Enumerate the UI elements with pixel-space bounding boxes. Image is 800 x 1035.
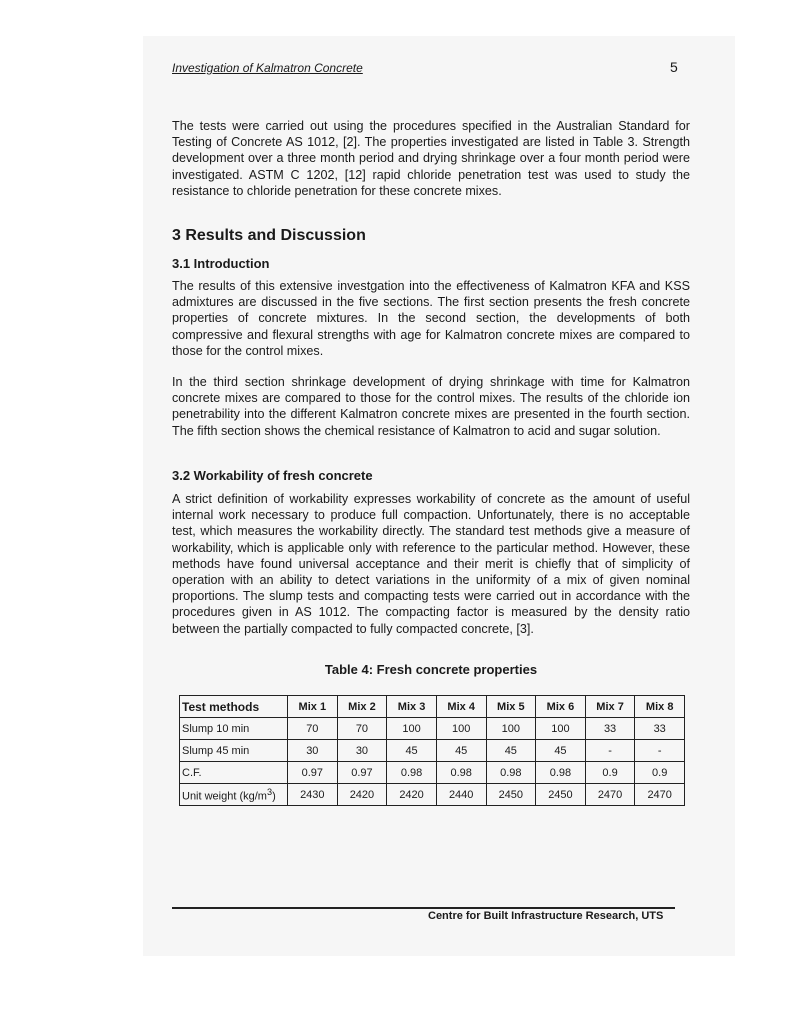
table-cell: 2420 xyxy=(387,784,437,806)
table-cell: 100 xyxy=(536,718,586,740)
table-cell: 0.9 xyxy=(585,762,635,784)
table-cell: 0.98 xyxy=(486,762,536,784)
table-cell: 0.98 xyxy=(536,762,586,784)
table-cell: 0.97 xyxy=(288,762,338,784)
table-cell: 0.9 xyxy=(635,762,685,784)
table-cell: 33 xyxy=(635,718,685,740)
introduction-paragraph-1: The results of this extensive investgation into the effectiveness of Kalmatron KFA and KSS admixtures are discussed in the five sections. The first section presents the fresh concrete properties of concrete mixtures. In the second section, the developments of both compressive and flexural strengths with age for Kalmatron concrete mixes are compared to those for the control mixes. xyxy=(172,279,690,358)
running-title: Investigation of Kalmatron Concrete xyxy=(172,61,363,75)
column-header: Mix 1 xyxy=(288,696,338,718)
column-header: Mix 5 xyxy=(486,696,536,718)
table-cell: 45 xyxy=(436,740,486,762)
table-cell: 2440 xyxy=(436,784,486,806)
table-row xyxy=(180,718,685,740)
row-label-text: Unit weight (kg/m xyxy=(182,790,267,803)
column-header: Mix 2 xyxy=(337,696,387,718)
table-caption: Table 4: Fresh concrete properties xyxy=(324,662,538,677)
row-label-superscript: 3 xyxy=(266,786,273,797)
table-cell: 0.97 xyxy=(337,762,387,784)
section-heading: 3 Results and Discussion xyxy=(172,227,366,244)
table-row xyxy=(180,784,685,806)
workability-paragraph: A strict definition of workability expresses workability of concrete as the amount of useful internal work necessary to produce full compaction. Unfortunately, there is no acceptable test, which measures the workability directly. The standard test methods give a measure of workability, which is applicable only with reference to the particular method. However, these methods have found universal acceptance and their merit is chiefly that of simplicity of operation with an ability to detect variations in the uniformity of a mix of given nominal proportions. The slump tests and compacting tests were carried out in accordance with the procedures given in AS 1012. The compacting factor is measured by the density ratio between the partially compacted to fully compacted concrete, [3]. xyxy=(172,492,690,636)
table-cell: 100 xyxy=(436,718,486,740)
table-cell: - xyxy=(585,740,635,762)
table-cell: 100 xyxy=(387,718,437,740)
column-header: Mix 4 xyxy=(436,696,486,718)
table-cell: 70 xyxy=(337,718,387,740)
table-cell: - xyxy=(635,740,685,762)
table-row xyxy=(180,740,685,762)
row-label: Slump 45 min xyxy=(180,740,288,762)
row-label xyxy=(180,784,288,806)
table-cell: 30 xyxy=(288,740,338,762)
fresh-concrete-properties-table xyxy=(179,695,685,806)
footer-rule xyxy=(172,907,675,909)
subsection-heading-introduction: 3.1 Introduction xyxy=(172,256,270,271)
introduction-paragraph-2: In the third section shrinkage development of drying shrinkage with time for Kalmatron concrete mixes are compared to those for the control mixes. The results of the chloride ion penetrability into the different Kalmatron concrete mixes are presented in the fourth section. The fifth section shows the chemical resistance of Kalmatron to acid and sugar solution. xyxy=(172,375,690,438)
page-number: 5 xyxy=(670,59,678,75)
table-cell: 2420 xyxy=(337,784,387,806)
table-cell: 45 xyxy=(387,740,437,762)
table-cell: 30 xyxy=(337,740,387,762)
column-header: Mix 3 xyxy=(387,696,437,718)
table-header-row xyxy=(180,696,685,718)
row-label: C.F. xyxy=(180,762,288,784)
column-header: Test methods xyxy=(180,696,288,718)
table-cell: 100 xyxy=(486,718,536,740)
row-label-close: ) xyxy=(272,790,276,803)
table-cell: 2470 xyxy=(635,784,685,806)
column-header: Mix 8 xyxy=(635,696,685,718)
table-cell: 0.98 xyxy=(436,762,486,784)
table-cell: 33 xyxy=(585,718,635,740)
table-cell: 2450 xyxy=(536,784,586,806)
table-cell: 0.98 xyxy=(387,762,437,784)
row-label: Slump 10 min xyxy=(180,718,288,740)
table-cell: 45 xyxy=(486,740,536,762)
intro-paragraph: The tests were carried out using the procedures specified in the Australian Standard for Testing of Concrete AS 1012, [2]. The properties investigated are listed in Table 3. Strength development over a three month period and drying shrinkage over a four month period were investigated. ASTM C 1202, [12] rapid chloride penetration test was used to study the resistance to chloride penetration for these concrete mixes. xyxy=(172,119,690,198)
table-cell: 45 xyxy=(536,740,586,762)
table-cell: 70 xyxy=(288,718,338,740)
table-cell: 2450 xyxy=(486,784,536,806)
table-cell: 2430 xyxy=(288,784,338,806)
column-header: Mix 6 xyxy=(536,696,586,718)
column-header: Mix 7 xyxy=(585,696,635,718)
table-row xyxy=(180,762,685,784)
subsection-heading-workability: 3.2 Workability of fresh concrete xyxy=(172,468,373,483)
footer-text: Centre for Built Infrastructure Research, UTS xyxy=(428,910,664,922)
table-cell: 2470 xyxy=(585,784,635,806)
